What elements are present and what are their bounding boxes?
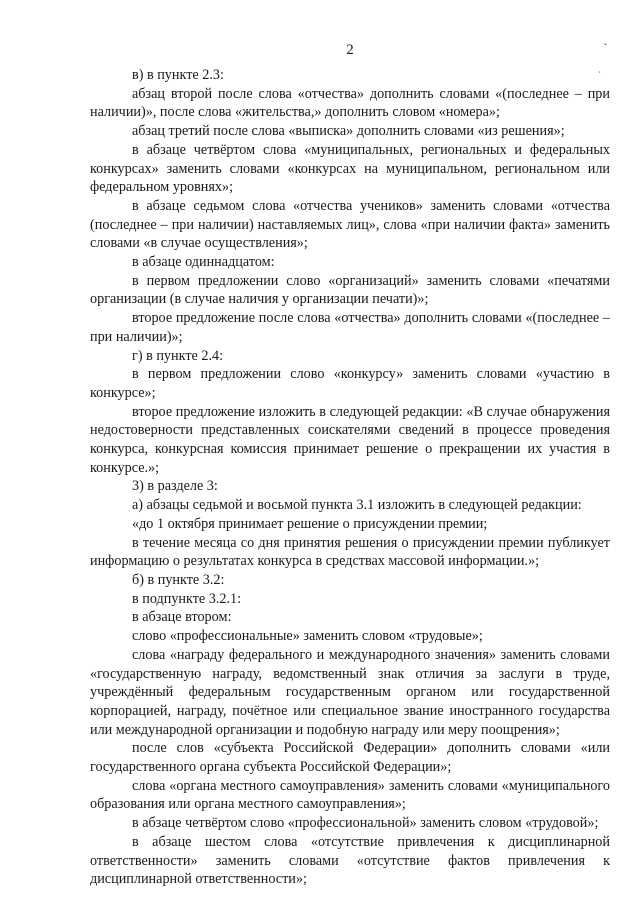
paragraph: в абзаце одиннадцатом: <box>132 254 275 271</box>
document-page <box>90 0 610 905</box>
paragraph: г) в пункте 2.4: <box>132 347 224 364</box>
paragraph: «до 1 октября принимает решение о присуждении премии; <box>132 515 488 532</box>
paragraph: в абзаце втором: <box>132 609 232 626</box>
paragraph: после слов «субъекта Российской Федерации» дополнить словами «или государственного органа субъекта Российской Федерации»; <box>90 740 610 776</box>
paragraph: слово «профессиональные» заменить словом «трудовые»; <box>132 628 483 645</box>
paragraph: второе предложение изложить в следующей редакции: «В случае обнаружения недостоверности представленных соискателями сведений в процессе проведения конкурса, конкурсная комиссия принимает решение о прекращении их участия в конкурсе.»; <box>90 403 610 476</box>
paragraph: абзац третий после слова «выписка» дополнить словами «из решения»; <box>132 123 565 140</box>
paragraph: в абзаце четвёртом слово «профессиональной» заменить словом «трудовой»; <box>132 815 599 832</box>
paragraph: а) абзацы седьмой и восьмой пункта 3.1 изложить в следующей редакции: <box>132 497 582 514</box>
page-number: 2 <box>346 42 354 58</box>
paragraph: абзац второй после слова «отчества» дополнить словами «(последнее – при наличии)», после слова «жительства,» дополнить словом «номера»; <box>90 85 610 121</box>
paragraph: слова «награду федерального и международного значения» заменить словами «государственную награду, ведомственный знак отличия за заслуги в труде, учреждённый федеральным государственным органом или государственной корпорацией, награду, почётное или специальное звание иностранного государства или международной организации и подобную награду или меру поощрения»; <box>90 646 610 738</box>
paragraph: в первом предложении слово «организаций» заменить словами «печатями организации (в случае наличия у организации печати)»; <box>90 272 610 308</box>
paragraph: в абзаце четвёртом слова «муниципальных, региональных и федеральных конкурсах» заменить словами «конкурсах на муниципальном, региональном или федеральном уровнях»; <box>90 141 610 196</box>
document-body <box>90 66 610 889</box>
paragraph: в абзаце седьмом слова «отчества учеников» заменить словами «отчества (последнее – при наличии) наставляемых лиц», слова «при наличии факта» заменить словами «в случае осуществления»; <box>90 197 610 252</box>
paragraph: б) в пункте 3.2: <box>132 571 225 588</box>
paragraph: в течение месяца со дня принятия решения о присуждении премии публикует информацию о результатах конкурса в средствах массовой информации.»; <box>90 534 610 570</box>
paragraph: в) в пункте 2.3: <box>132 67 224 83</box>
scan-speck: ˏ <box>598 63 601 73</box>
paragraph: слова «органа местного самоуправления» заменить словами «муниципального образования или органа местного самоуправления»; <box>90 777 610 813</box>
paragraph: в абзаце шестом слова «отсутствие привлечения к дисциплинарной ответственности» заменить словами «отсутствие фактов привлечения к дисциплинарной ответственности»; <box>90 833 610 888</box>
scan-speck: ˇ <box>604 42 607 52</box>
paragraph: в подпункте 3.2.1: <box>132 590 242 607</box>
paragraph: второе предложение после слова «отчества» дополнить словами «(последнее – при наличии)»; <box>90 310 610 345</box>
paragraph: 3) в разделе 3: <box>132 478 218 495</box>
paragraph: в первом предложении слово «конкурсу» заменить словами «участию в конкурсе»; <box>90 366 610 401</box>
